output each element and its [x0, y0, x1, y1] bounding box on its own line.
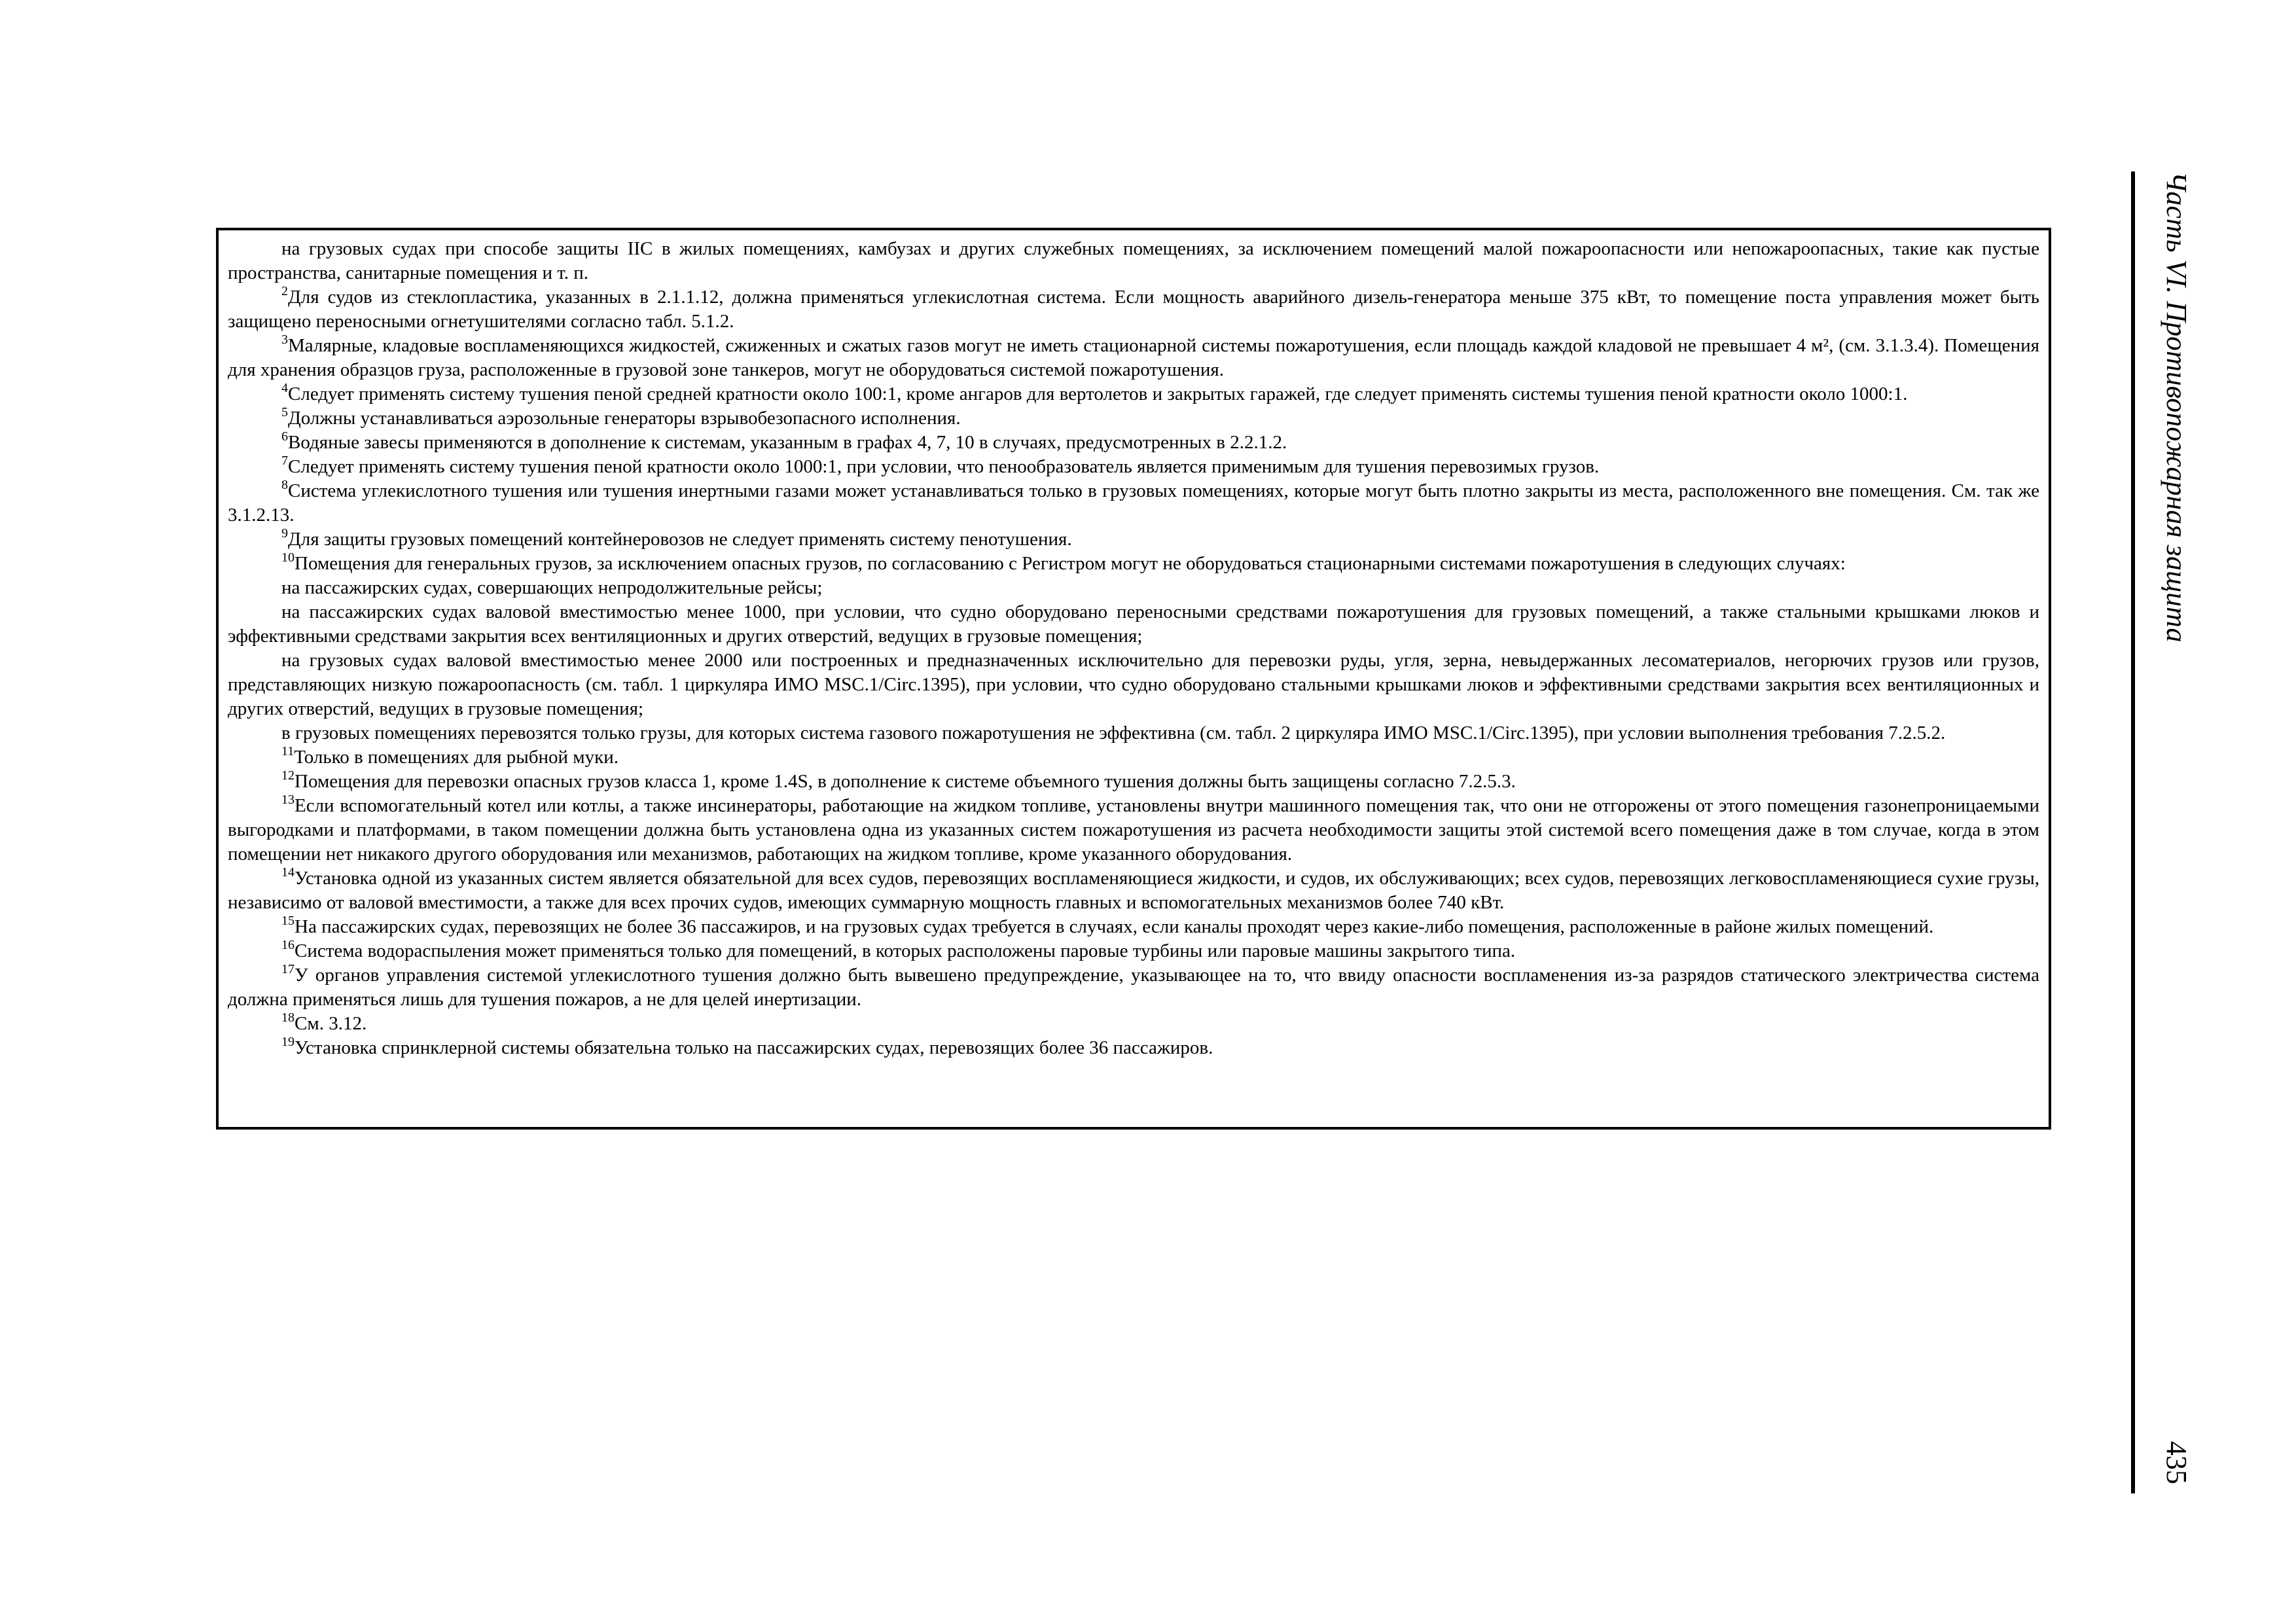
- footnote: $^{13}$Если вспомогательный котел или котлы, а также инсинераторы, работающие на жидком топливе, установлены внутри машинного помещения так, что они не отгорожены от этого помещения газонепроницаемыми выгородками и платформами, в таком помещении должна быть установлена одна из указанных систем пожаротушения из расчета необходимости защиты этой системой всего помещения даже в том случае, когда в этом помещении нет никакого другого оборудования или механизмов, работающих на жидком топливе, кроме указанного оборудования.: [228, 793, 2039, 865]
- footnote: на грузовых судах при способе защиты IIC в жилых помещениях, камбузах и других служебных помещениях, за исключением помещений малой пожароопасности или непожароопасных, такие как пустые пространства, санитарные помещения и т. п.: [228, 238, 2039, 283]
- footnote: $^{14}$Установка одной из указанных систем является обязательной для всех судов, перевозящих воспламеняющиеся жидкости, и судов, их обслуживающих; всех судов, перевозящих легковоспламеняющиеся сухие грузы, независимо от валовой вместимости, а также для всех прочих судов, имеющих суммарную мощность главных и вспомогательных механизмов более 740 кВт.: [228, 865, 2039, 913]
- footnote: $^7$Следует применять систему тушения пеной кратности около 1000:1, при условии, что пенообразователь является применимым для тушения перевозимых грузов.: [281, 454, 1600, 477]
- footnote: $^{12}$Помещения для перевозки опасных грузов класса 1, кроме 1.4S, в дополнение к системе объемного тушения должны быть защищены согласно 7.2.5.3.: [281, 768, 1516, 792]
- footnote: $^5$Должны устанавливаться аэрозольные генераторы взрывобезопасного исполнения.: [281, 405, 961, 429]
- footnote: $^{16}$Система водораспыления может применяться только для помещений, в которых расположены паровые турбины или паровые машины закрытого типа.: [281, 938, 1516, 961]
- footnote: на пассажирских судах валовой вместимостью менее 1000, при условии, что судно оборудовано переносными средствами пожаротушения для грузовых помещений, а также стальными крышками люков и эффективными средствами закрытия всех вентиляционных и других отверстий, ведущих в грузовые помещения;: [228, 601, 2039, 647]
- footnote: $^8$Система углекислотного тушения или тушения инертными газами может устанавливаться только в грузовых помещениях, которые могут быть плотно закрыты из места, расположенного вне помещения. См. так же 3.1.2.13.: [228, 478, 2039, 526]
- footnote: $^{19}$Установка спринклерной системы обязательна только на пассажирских судах, перевозящих более 36 пассажиров.: [281, 1035, 1213, 1058]
- footnote: $^{15}$На пассажирских судах, перевозящих не более 36 пассажиров, и на грузовых судах требуется в случаях, если каналы проходят через какие-либо помещения, расположенные в районе жилых помещений.: [281, 914, 1934, 937]
- footnote: $^4$Следует применять систему тушения пеной средней кратности около 100:1, кроме ангаров для вертолетов и закрытых гаражей, где следует применять системы тушения пеной кратности около 1000:1.: [281, 381, 1908, 404]
- footnote: $^{10}$Помещения для генеральных грузов, за исключением опасных грузов, по согласованию с Регистром могут не оборудоваться стационарными системами пожаротушения в следующих случаях:: [281, 550, 1846, 574]
- footnote: $^2$Для судов из стеклопластика, указанных в 2.1.1.12, должна применяться углекислотная система. Если мощность аварийного дизель-генератора меньше 375 кВт, то помещение поста управления может быть защищено переносными огнетушителями согласно табл. 5.1.2.: [228, 284, 2039, 332]
- footnote: в грузовых помещениях перевозятся только грузы, для которых система газового пожаротушения не эффективна (см. табл. 2 циркуляра ИМО MSC.1/Circ.1395), при условии выполнения требования 7.2.5.2.: [281, 722, 1946, 743]
- page-number: 435: [2161, 1441, 2193, 1484]
- side-header: [2161, 171, 2191, 1493]
- footnote: $^{18}$См. 3.12.: [281, 1010, 367, 1034]
- part-title: Часть VI. Противопожарная защита: [2161, 171, 2193, 643]
- footnotes-table: [216, 228, 2051, 1130]
- footnote: $^{17}$У органов управления системой углекислотного тушения должно быть вывешено предупреждение, указывающее на то, что ввиду опасности воспламенения из-за разрядов статического электричества система должна применяться лишь для тушения пожаров, а не для целей инертизации.: [228, 962, 2039, 1010]
- footnote: на пассажирских судах, совершающих непродолжительные рейсы;: [281, 577, 823, 598]
- footnote: на грузовых судах валовой вместимостью менее 2000 или построенных и предназначенных исключительно для перевозки руды, угля, зерна, невыдержанных лесоматериалов, негорючих грузов или грузов, представляющих низкую пожароопасность (см. табл. 1 циркуляра ИМО MSC.1/Circ.1395), при условии, что судно оборудовано стальными крышками люков и эффективными средствами закрытия всех вентиляционных и других отверстий, ведущих в грузовые помещения;: [228, 650, 2039, 719]
- footnote: $^{11}$Только в помещениях для рыбной муки.: [281, 744, 619, 768]
- footnote: $^6$Водяные завесы применяются в дополнение к системам, указанным в графах 4, 7, 10 в случаях, предусмотренных в 2.2.1.2.: [281, 429, 1287, 453]
- footnote: $^3$Малярные, кладовые воспламеняющихся жидкостей, сжиженных и сжатых газов могут не иметь стационарной системы пожаротушения, если площадь каждой кладовой не превышает 4 м², (см. 3.1.3.4). Помещения для хранения образцов груза, расположенные в грузовой зоне танкеров, могут не оборудоваться системой пожаротушения.: [228, 332, 2039, 380]
- footnote: $^9$Для защиты грузовых помещений контейнеровозов не следует применять систему пенотушения.: [281, 526, 1072, 550]
- side-rule: [2131, 171, 2135, 1493]
